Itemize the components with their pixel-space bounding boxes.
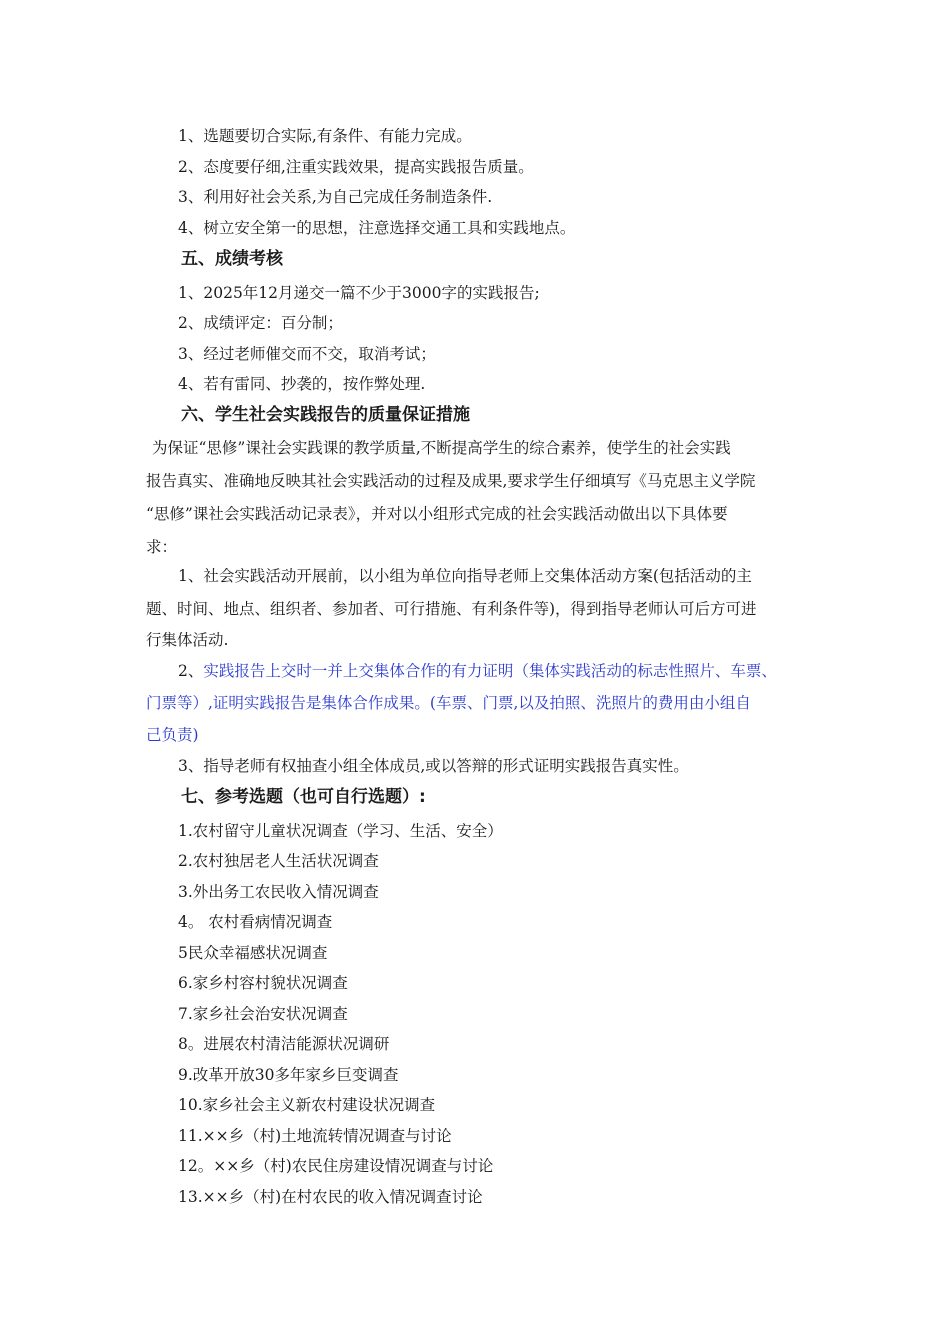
quality-item-2-highlight: 己负责) [146,726,199,744]
grading-item: 4、若有雷同、抄袭的，按作弊处理. [178,375,426,393]
quality-item-2-first-line [178,661,777,681]
topic-item: 12。××乡（村)农民住房建设情况调查与讨论 [178,1157,494,1175]
quality-item-1-line: 1、社会实践活动开展前，以小组为单位向指导老师上交集体活动方案(包括活动的主 [178,567,752,585]
topic-item: 2.农村独居老人生活状况调查 [178,852,379,870]
requirement-item: 4、树立安全第一的思想，注意选择交通工具和实践地点。 [178,219,576,237]
quality-intro-line: “思修”课社会实践活动记录表》，并对以小组形式完成的社会实践活动做出以下具体要 [146,505,728,523]
quality-intro-line: 求： [146,538,178,556]
grading-item: 1、2025年12月递交一篇不少于3000字的实践报告; [178,284,540,302]
requirement-item: 3、利用好社会关系,为自己完成任务制造条件. [178,188,493,206]
topic-item: 13.××乡（村)在村农民的收入情况调查讨论 [178,1188,483,1206]
grading-item: 3、经过老师催交而不交，取消考试； [178,345,436,363]
topic-item: 10.家乡社会主义新农村建设状况调查 [178,1096,436,1114]
quality-intro-line: 报告真实、准确地反映其社会实践活动的过程及成果,要求学生仔细填写《马克思主义学院 [146,472,756,490]
quality-intro-line: 为保证“思修”课社会实践课的教学质量,不断提高学生的综合素养，使学生的社会实践 [152,439,731,457]
requirement-item: 2、态度要仔细,注重实践效果，提高实践报告质量。 [178,158,534,176]
topic-item: 4。 农村看病情况调查 [178,913,333,931]
quality-item-2-highlight: 实践报告上交时一并上交集体合作的有力证明（集体实践活动的标志性照片、车票、 [203,662,777,680]
quality-item-1-line: 行集体活动. [146,631,229,649]
section-heading-topics: 七、参考选题（也可自行选题）: [181,787,426,807]
topic-item: 1.农村留守儿童状况调查（学习、生活、安全） [178,822,503,840]
topic-item: 7.家乡社会治安状况调查 [178,1005,348,1023]
topic-item: 5民众幸福感状况调查 [178,944,328,962]
grading-item: 2、成绩评定：百分制； [178,314,343,332]
topic-item: 3.外出务工农民收入情况调查 [178,883,379,901]
section-heading-grading: 五、成绩考核 [181,249,283,269]
topic-item: 9.改革开放30多年家乡巨变调查 [178,1066,399,1084]
requirement-item: 1、选题要切合实际,有条件、有能力完成。 [178,127,472,145]
topic-item: 8。进展农村清洁能源状况调研 [178,1035,390,1053]
quality-item-1-line: 题、时间、地点、组织者、参加者、可行措施、有利条件等)，得到指导老师认可后方可进 [146,600,757,618]
quality-item-3: 3、指导老师有权抽查小组全体成员,或以答辩的形式证明实践报告真实性。 [178,757,689,775]
section-heading-quality: 六、学生社会实践报告的质量保证措施 [181,405,470,425]
quality-item-2-highlight: 门票等）,证明实践报告是集体合作成果。(车票、门票,以及拍照、洗照片的费用由小组自 [146,694,751,712]
topic-item: 11.××乡（村)土地流转情况调查与讨论 [178,1127,452,1145]
topic-item: 6.家乡村容村貌状况调查 [178,974,348,992]
quality-item-2-number: 2、 [178,662,204,680]
